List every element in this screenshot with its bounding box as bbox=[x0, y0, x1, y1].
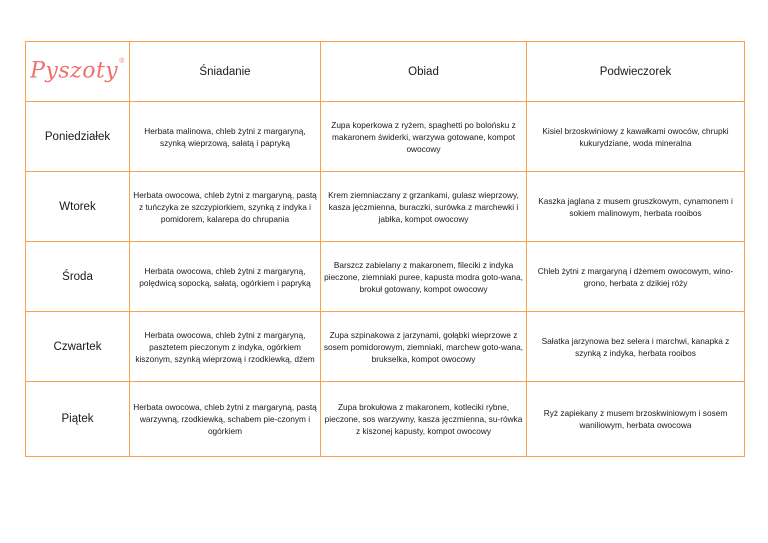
breakfast-cell: Herbata owocowa, chleb żytni z margaryną, pasztetem pieczonym z indyka, ogórkiem kiszonym, szynką wieprzową i rzodkiewką, dżem bbox=[130, 312, 321, 382]
snack-cell: Sałatka jarzynowa bez selera i marchwi, kanapka z szynką z indyka, herbata rooibos bbox=[527, 312, 745, 382]
snack-cell: Kisiel brzoskwiniowy z kawałkami owoców, chrupki kukurydziane, woda mineralna bbox=[527, 102, 745, 172]
snack-cell: Chleb żytni z margaryną i dżemem owocowym, wino-grono, herbata z dzikiej róży bbox=[527, 242, 745, 312]
day-label: Czwartek bbox=[26, 312, 130, 382]
breakfast-cell: Herbata owocowa, chleb żytni z margaryną, pastą warzywną, rzodkiewką, schabem pie-czonym i ogórkiem bbox=[130, 382, 321, 457]
table-row bbox=[26, 242, 745, 312]
registered-mark: ® bbox=[119, 58, 125, 66]
column-header-snack: Podwieczorek bbox=[527, 42, 745, 102]
logo-text: Pyszoty bbox=[30, 58, 119, 84]
lunch-cell: Zupa brokułowa z makaronem, kotleciki rybne, pieczone, sos warzywny, kasza jęczmienna, su-rówka z kiszonej kapusty, kompot owocowy bbox=[321, 382, 527, 457]
logo-cell bbox=[26, 42, 130, 102]
snack-cell: Kaszka jaglana z musem gruszkowym, cynamonem i sokiem malinowym, herbata rooibos bbox=[527, 172, 745, 242]
table-row bbox=[26, 172, 745, 242]
header-row bbox=[26, 42, 745, 102]
column-header-lunch: Obiad bbox=[321, 42, 527, 102]
lunch-cell: Krem ziemniaczany z grzankami, gulasz wieprzowy, kasza jęczmienna, buraczki, surówka z marchewki i jabłka, kompot owocowy bbox=[321, 172, 527, 242]
table-row bbox=[26, 382, 745, 457]
weekly-menu-table bbox=[25, 41, 745, 457]
breakfast-cell: Herbata owocowa, chleb żytni z margaryną, polędwicą sopocką, sałatą, ogórkiem i papryką bbox=[130, 242, 321, 312]
pyszoty-logo bbox=[30, 58, 125, 84]
table-row bbox=[26, 102, 745, 172]
table-row bbox=[26, 312, 745, 382]
breakfast-cell: Herbata owocowa, chleb żytni z margaryną, pastą z tuńczyka ze szczypiorkiem, szynką z indyka i pomidorem, kalarepa do chrupania bbox=[130, 172, 321, 242]
breakfast-cell: Herbata malinowa, chleb żytni z margaryną, szynką wieprzową, sałatą i papryką bbox=[130, 102, 321, 172]
day-label: Wtorek bbox=[26, 172, 130, 242]
snack-cell: Ryż zapiekany z musem brzoskwiniowym i sosem waniliowym, herbata owocowa bbox=[527, 382, 745, 457]
lunch-cell: Zupa szpinakowa z jarzynami, gołąbki wieprzowe z sosem pomidorowym, ziemniaki, marchew goto-wana, brukselka, kompot owocowy bbox=[321, 312, 527, 382]
day-label: Poniedziałek bbox=[26, 102, 130, 172]
lunch-cell: Zupa koperkowa z ryżem, spaghetti po bolońsku z makaronem świderki, warzywa gotowane, kompot owocowy bbox=[321, 102, 527, 172]
column-header-breakfast: Śniadanie bbox=[130, 42, 321, 102]
day-label: Piątek bbox=[26, 382, 130, 457]
lunch-cell: Barszcz zabielany z makaronem, fileciki z indyka pieczone, ziemniaki puree, kapusta modra goto-wana, brokuł gotowany, kompot owocowy bbox=[321, 242, 527, 312]
day-label: Środa bbox=[26, 242, 130, 312]
